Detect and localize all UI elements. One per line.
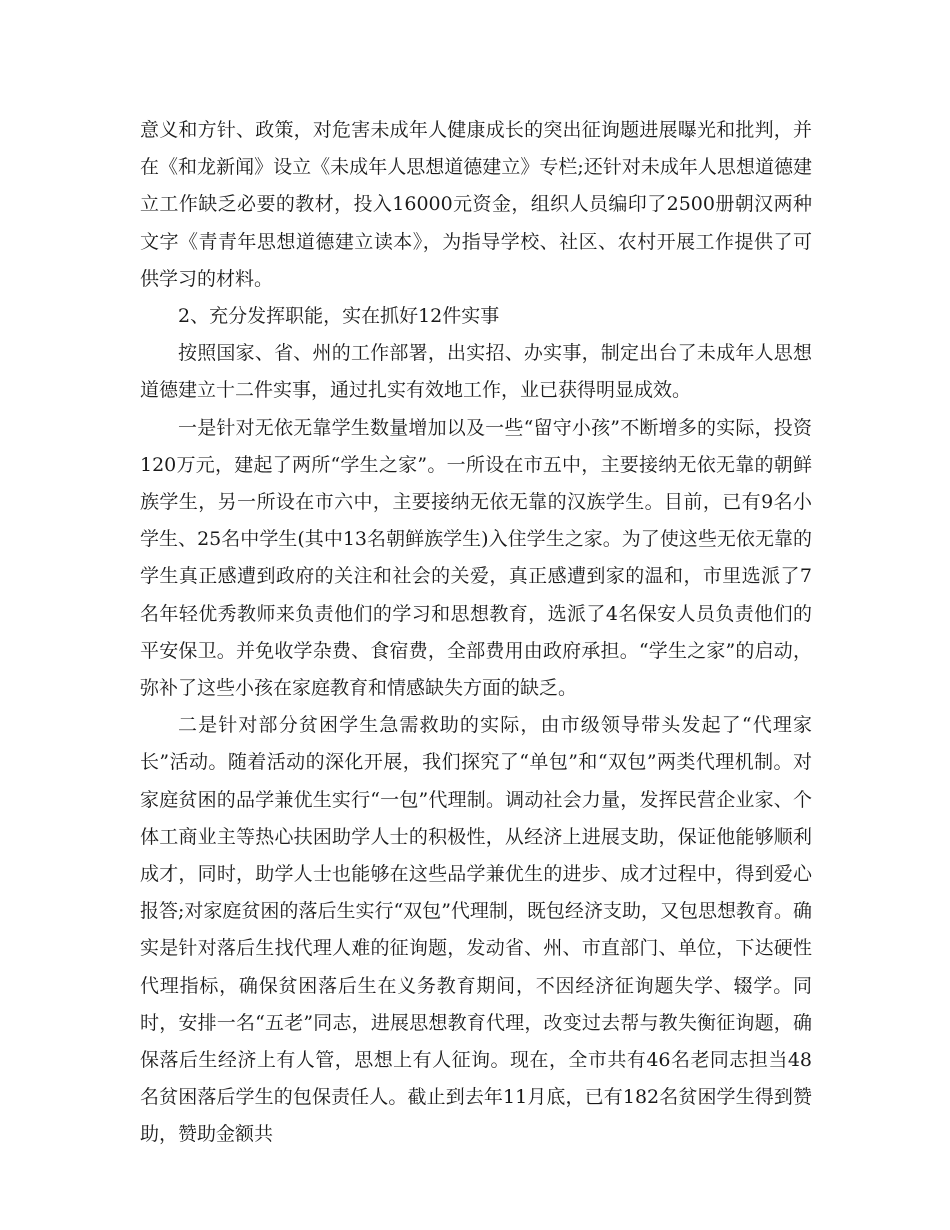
paragraph-item-two: 二是针对部分贫困学生急需救助的实际，由市级领导带头发起了“代理家长”活动。随着活动的深化开展，我们探究了“单包”和“双包”两类代理机制。对家庭贫困的品学兼优生实行“一包”代理制。调动社会力量，发挥民营企业家、个体工商业主等热心扶困助学人士的积极性，从经济上进展支助，保证他能够顺利成才，同时，助学人士也能够在这些品学兼优生的进步、成才过程中，得到爱心报答;对家庭贫困的落后生实行“双包”代理制，既包经济支助，又包思想教育。确实是针对落后生找代理人难的征询题，发动省、州、市直部门、单位，下达硬性代理指标，确保贫困落后生在义务教育期间，不因经济征询题失学、辍学。同时，安排一名“五老”同志，进展思想教育代理，改变过去帮与教失衡征询题，确保落后生经济上有人管，思想上有人征询。现在，全市共有46名老同志担当48名贫困落后学生的包保责任人。截止到去年11月底，已有182名贫困学生得到赞助，赞助金额共 — [140, 714, 812, 1146]
section-heading: 2、充分发挥职能，实在抓好12件实事 — [178, 305, 500, 328]
paragraph-continuation: 意义和方针、政策，对危害未成年人健康成长的突出征询题进展曝光和批判，并在《和龙新闻》设立《未成年人思想道德建立》专栏;还针对未成年人思想道德建立工作缺乏必要的教材，投入16000元资金，组织人员编印了2500册朝汉两种文字《青青年思想道德建立读本》，为指导学校、社区、农村开展工作提供了可供学习的材料。 — [140, 119, 812, 290]
paragraph-item-one: 一是针对无依无靠学生数量增加以及一些“留守小孩”不断增多的实际，投资120万元，建起了两所“学生之家”。一所设在市五中，主要接纳无依无靠的朝鲜族学生，另一所设在市六中，主要接纳无依无靠的汉族学生。目前，已有9名小学生、25名中学生(其中13名朝鲜族学生)入住学生之家。为了使这些无依无靠的学生真正感遭到政府的关注和社会的关爱，真正感遭到家的温和，市里选派了7名年轻优秀教师来负责他们的学习和思想教育，选派了4名保安人员负责他们的平安保卫。并免收学杂费、食宿费，全部费用由政府承担。“学生之家”的启动，弥补了这些小孩在家庭教育和情感缺失方面的缺乏。 — [140, 416, 812, 700]
document-body — [140, 112, 812, 1154]
paragraph-intro: 按照国家、省、州的工作部署，出实招、办实事，制定出台了未成年人思想道德建立十二件实事，通过扎实有效地工作，业已获得明显成效。 — [140, 342, 812, 402]
